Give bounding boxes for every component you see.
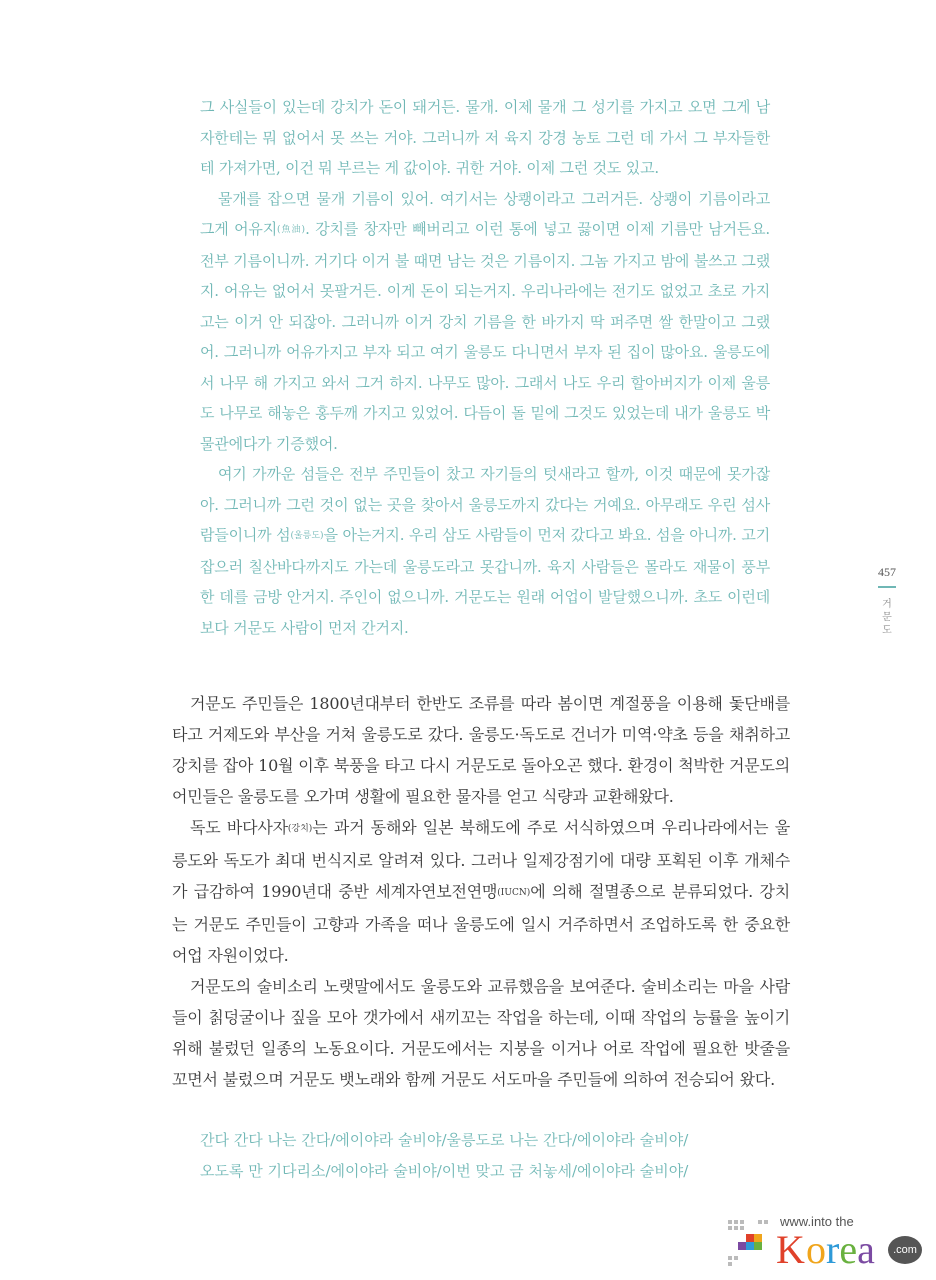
body-text [172,688,790,1095]
hanja-annotation: (魚油) [277,225,306,235]
logo-www-text: www.into the [780,1214,854,1229]
quote-text: 여기 가까운 섬들은 전부 주민들이 찼고 자기들의 텃새라고 할까, 이것 때문에 못가잖아. 그러니까 그런 것이 없는 곳을 찾아서 울릉도까지 갔다는 거예요. 아무래도 우린 섬사람들이니까 섬 [200,465,770,544]
quote-text: . 강치를 창자만 빼버리고 이런 통에 넣고 끓이면 이제 기름만 남거든요. 전부 기름이니까. 거기다 이거 불 때면 남는 것은 기름이지. 그놈 가지고 밤에 불쓰고 그랬지. 어유는 없어서 못팔거든. 이게 돈이 되는거지. 우리나라에는 전기도 없었고 초로 가지고는 이거 안 되잖아. 그러니까 이거 강치 기름을 한 바가지 딱 퍼주면 쌀 한말이고 그랬어. 그러니까 어유가지고 부자 되고 여기 울릉도 다니면서 부자 된 집이 많아요. 울릉도에서 나무 해 가지고 와서 그거 하지. 나무도 많아. 그래서 나도 우리 할아버지가 이제 울릉도 나무로 해놓은 홍두깨 가지고 있었어. 다듬이 돌 밑에 그것도 있었는데 내가 울릉도 박물관에다가 기증했어. [200,220,770,453]
logo-letter-r: r [826,1227,840,1272]
quote-paragraph-2 [200,184,770,460]
annotation: (강치) [287,824,313,834]
logo-dotcom-badge: .com [888,1236,922,1264]
quote-text: 물개를 잡으면 물개 기름이 있어. 여기서는 상쾡이라고 그러거든. 상쾡이 기름이라고 그게 어유지 [200,189,770,238]
page-number: 457 [878,565,896,579]
logo-letter-e: e [839,1227,858,1272]
logo-letters [806,1226,875,1273]
annotation: (IUCN) [497,888,531,898]
quote-text: 을 아는거지. 우리 삼도 사람들이 먼저 갔다고 봐요. 섬을 아니까. 고기잡으러 칠산바다까지도 가는데 울릉도라고 못갑니까. 육지 사람들은 몰라도 재물이 풍부한 데를 금방 안거지. 주인이 없으니까. 거문도는 원래 어업이 발달했으니까. 초도 이런데보다 거문도 사람이 먼저 간거지. [200,526,771,637]
song-line-1: 간다 간다 나는 간다/에이야라 술비야/울릉도로 나는 간다/에이야라 술비야/ [200,1131,689,1149]
annotation: (울릉도) [290,531,324,541]
body-paragraph-3: 거문도의 술비소리 노랫말에서도 울릉도와 교류했음을 보여준다. 술비소리는 마을 사람들이 칡덩굴이나 짚을 모아 갯가에서 새끼꼬는 작업을 하는데, 이때 작업의 능률을 높이기 위해 불렀던 일종의 노동요이다. 거문도에서는 지붕을 이거나 어로 작업에 필요한 밧줄을 꼬면서 불렀으며 거문도 뱃노래와 함께 거문도 서도마을 주민들에 의하여 전승되어 왔다. [172,977,790,1089]
logo-letter-k: K [776,1227,805,1272]
section-side-label: 거문도 [882,599,892,636]
body-text-segment: 에 의해 절멸종으로 분류되었다. 강치는 거문도 주민들이 고향과 가족을 떠나 울릉도에 일시 거주하면서 조업하도록 한 중요한 어업 자원이었다. [172,882,790,965]
quote-paragraph-3 [200,459,770,643]
body-text-segment: 독도 바다사자 [190,818,288,837]
song-line-2: 오도록 만 기다리소/에이야라 술비야/이번 맞고 금 처놓세/에이야라 술비야/ [200,1162,689,1180]
quote-paragraph-1: 그 사실들이 있는데 강치가 돈이 돼거든. 물개. 이제 물개 그 성기를 가지고 오면 그게 남자한테는 뭐 없어서 못 쓰는 거야. 그러니까 저 육지 강경 농토 그런 데 가서 그 부자들한테 가져가면, 이건 뭐 부르는 게 값이야. 귀한 거야. 이제 그런 것도 있고. [200,98,770,177]
into-the-korea-logo [728,1212,924,1272]
song-lyrics [200,1125,800,1187]
logo-grid-icon [728,1220,772,1268]
body-text-segment: 는 과거 동해와 일본 북해도에 주로 서식하였으며 우리나라에서는 울릉도와 독도가 최대 번식지로 알려져 있다. 그러나 일제강점기에 대량 포획된 이후 개체수가 급감하여 1990년대 중반 세계자연보전연맹 [172,818,790,901]
body-paragraph-1: 거문도 주민들은 1800년대부터 한반도 조류를 따라 봄이면 계절풍을 이용해 돛단배를 타고 거제도와 부산을 거쳐 울릉도로 갔다. 울릉도·독도로 건너가 미역·약초 등을 채취하고 강치를 잡아 10월 이후 북풍을 타고 다시 거문도로 돌아오곤 했다. 환경이 척박한 거문도의 어민들은 울릉도를 오가며 생활에 필요한 물자를 얻고 식량과 교환해왔다. [172,694,790,806]
logo-letter-a: a [857,1227,875,1272]
page-number-rule [878,586,896,588]
logo-letter-o: o [806,1227,826,1272]
interview-quote [200,92,770,643]
body-paragraph-2 [172,812,790,971]
